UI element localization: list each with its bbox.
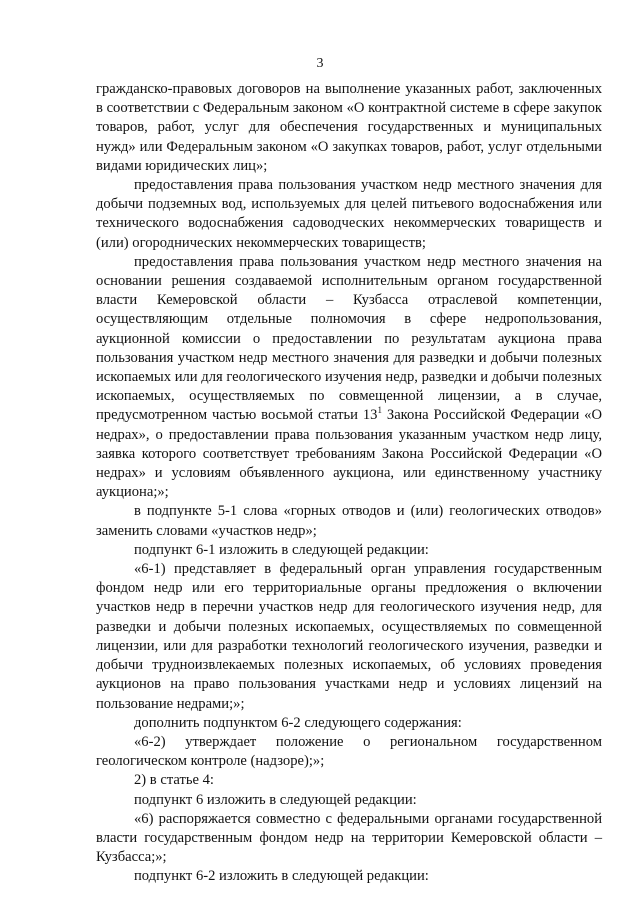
paragraph-2: предоставления права пользования участком недр местного значения для добычи подземных вод, используемых для целей питьевого водоснабжения или технического водоснабжения садоводческих некоммерческих товариществ и (или) огороднических некоммерческих товариществ; (96, 177, 602, 251)
paragraph-3-text: предоставления права пользования участком недр местного значения на основании решения создаваемой исполнительным органом государственной власти Кемеровской области – Кузбасса отраслевой компетенции, осуществляющим отдельные полномочия в сфере недропользования, аукционной комиссии о предоставлении по результатам аукциона права пользования участком недр местного значения для разведки и добычи полезных ископаемых или для геологического изучения недр, разведки и добычи полезных ископаемых, осуществляемых по совмещенной лицензии, а в случае, предусмотренном частью восьмой статьи 13 (96, 253, 602, 424)
document-body (96, 80, 602, 887)
paragraph-11: «6) распоряжается совместно с федеральными органами государственной власти государственным фондом недр на территории Кемеровской области – Кузбасса;»; (96, 810, 602, 866)
paragraph-9: 2) в статье 4: (134, 772, 214, 789)
paragraph-3 (96, 253, 602, 503)
paragraph-1: гражданско-правовых договоров на выполнение указанных работ, заключенных в соответствии с Федеральным законом «О контрактной системе в сфере закупок товаров, работ, услуг для обеспечения государственных и муниципальных нужд» или Федеральным законом «О закупках товаров, работ, услуг отдельными видами юридических лиц»; (96, 81, 602, 174)
paragraph-10: подпункт 6 изложить в следующей редакции: (134, 791, 417, 808)
paragraph-5: подпункт 6-1 изложить в следующей редакции: (134, 541, 429, 558)
page-number: 3 (316, 56, 324, 71)
paragraph-4: в подпункте 5-1 слова «горных отводов и (или) геологических отводов» заменить словами «участков недр»; (96, 503, 602, 539)
paragraph-7: дополнить подпунктом 6-2 следующего содержания: (134, 714, 462, 731)
article-superscript: 1 (377, 405, 382, 416)
paragraph-6: «6-1) представляет в федеральный орган управления государственным фондом недр или его территориальные органы предложения о включении участков недр в перечни участков недр для геологического изучения недр, для разведки и добычи полезных ископаемых, осуществляемых по совмещенной лицензии, или для разработки технологий геологического изучения, разведки и добычи трудноизвлекаемых полезных ископаемых, об условиях проведения аукционов на право пользования участками недр и условиях лицензий на пользование недрами;»; (96, 561, 602, 712)
paragraph-3-continuation: Закона Российской Федерации «О недрах», о предоставлении права пользования указанным участком недр лицу, заявка которого соответствует требованиям Закона Российской Федерации «О недрах» и условиям объявленного аукциона, или единственному участнику аукциона;»; (96, 407, 602, 501)
paragraph-8: «6-2) утверждает положение о региональном государственном геологическом контроле (надзоре);»; (96, 733, 602, 770)
paragraph-12: подпункт 6-2 изложить в следующей редакции: (134, 868, 429, 885)
